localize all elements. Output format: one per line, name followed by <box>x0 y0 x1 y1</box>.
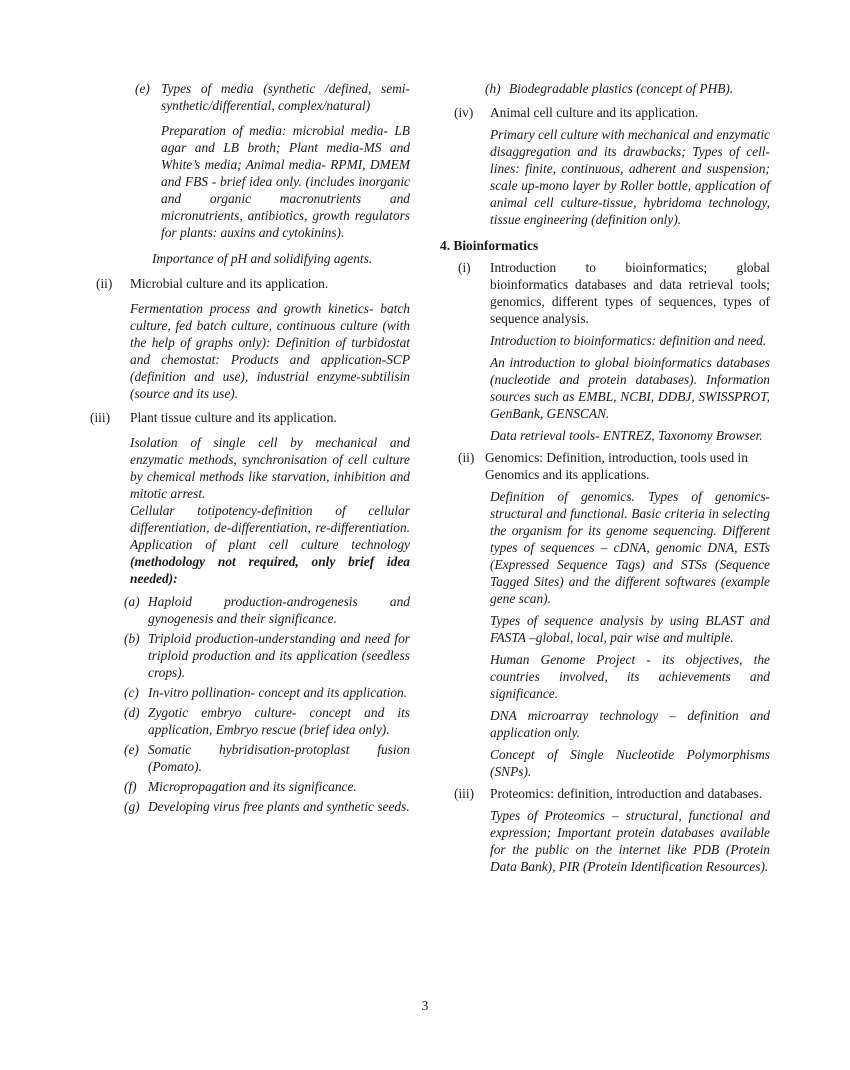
media-preparation: Preparation of media: microbial media- LB agar and LB broth; Plant media-MS and White’s media; Animal media- RPMI, DMEM and FBS - brief idea only. (includes inorganic and organic macronutrients and micronutrients, antibiotics, growth regulators for plants: auxins and cytokinins). <box>161 123 410 240</box>
genomics-title: Genomics: Definition, introduction, tools used in Genomics and its applications. <box>485 450 748 482</box>
item-number: (a) <box>124 594 140 609</box>
animal-cell-culture-title: Animal cell culture and its application. <box>490 105 699 120</box>
item-number: (iii) <box>454 786 475 801</box>
item-number: (i) <box>458 260 471 275</box>
bioinformatics-databases: An introduction to global bioinformatics databases (nucleotide and protein databases). Information sources such as EMBL, NCBI, DDBJ, SWISSPROT, GenBank, GENSCAN. <box>490 355 770 421</box>
bioinformatics-intro-item <box>458 259 770 444</box>
bioplastics-item <box>485 80 770 97</box>
list-item-text: Somatic hybridisation-protoplast fusion (Pomato). <box>148 742 410 774</box>
right-column <box>440 80 770 875</box>
item-number: (e) <box>135 81 150 96</box>
snp-concept: Concept of Single Nucleotide Polymorphisms (SNPs). <box>490 747 770 779</box>
plant-tissue-culture-item <box>90 409 410 587</box>
bioplastics-text: Biodegradable plastics (concept of PHB). <box>509 81 734 96</box>
sequence-analysis: Types of sequence analysis by using BLAST and FASTA –global, local, pair wise and multiple. <box>490 613 770 645</box>
list-item-text: Developing virus free plants and synthetic seeds. <box>148 799 410 814</box>
item-number: (g) <box>124 799 140 814</box>
list-item <box>90 684 410 701</box>
item-number: (h) <box>485 81 501 96</box>
genomics-title-wrap <box>485 449 770 483</box>
genomics-details <box>490 488 770 780</box>
microbial-culture-body: Fermentation process and growth kinetics- batch culture, fed batch culture, continuous culture (with the help of graphs only): Definition of turbidostat and chemostat: Products and application-SCP (definition and use), industrial enzyme-subtilisin (source and its use). <box>130 301 410 401</box>
plant-tissue-culture-title: Plant tissue culture and its application. <box>130 410 337 425</box>
list-item-text: In-vitro pollination- concept and its application. <box>148 685 408 700</box>
item-number: (ii) <box>458 450 475 465</box>
bioinformatics-intro-title: Introduction to bioinformatics; global bioinformatics databases and data retrieval tools; genomics, different types of sequences, types of sequence analysis. <box>490 260 770 326</box>
genomics-item <box>458 449 770 483</box>
proteomics-body: Types of Proteomics – structural, functional and expression; Important protein databases available for the public on the internet like PDB (Protein Data Bank), PIR (Protein Identification Resources). <box>490 808 770 874</box>
item-number: (f) <box>124 779 137 794</box>
plant-tissue-body-1: Isolation of single cell by mechanical and enzymatic methods, synchronisation of cell culture by chemical methods like starvation, inhibition and mitotic arrest. <box>130 435 410 501</box>
microbial-culture-item <box>90 275 410 402</box>
list-item-text: Triploid production-understanding and need for triploid production and its application (seedless crops). <box>148 631 410 680</box>
microbial-culture-title: Microbial culture and its application. <box>130 276 329 291</box>
item-number: (d) <box>124 705 140 720</box>
dna-microarray: DNA microarray technology – definition and application only. <box>490 708 770 740</box>
list-item <box>90 798 410 815</box>
methodology-note: (methodology not required, only brief idea needed): <box>130 554 410 586</box>
media-types-title: Types of media (synthetic /defined, semi-synthetic/differential, complex/natural) <box>161 81 410 113</box>
animal-cell-culture-item <box>454 104 770 228</box>
page-number: 3 <box>421 998 429 1013</box>
proteomics-title: Proteomics: definition, introduction and databases. <box>490 786 763 801</box>
list-item-text: Micropropagation and its significance. <box>148 779 357 794</box>
plant-tissue-sub-list <box>90 593 410 815</box>
genomics-definition: Definition of genomics. Types of genomics- structural and functional. Basic criteria in selecting the organism for its genome sequencing. Different types of sequences – cDNA, genomic DNA, ESTs (Expressed Sequence Tags) and STSs (Sequence Tagged Sites) and the different softwares (example gene scan). <box>490 489 770 606</box>
animal-cell-culture-body: Primary cell culture with mechanical and enzymatic disaggregation and its drawbacks; Types of cell-lines: finite, continuous, adherent and suspension; scale up-mono layer by Roller bottle, application of animal cell culture-tissue, hybridoma technology, tissue engineering (definition only). <box>490 127 770 227</box>
section-heading-bioinformatics: 4. Bioinformatics <box>440 238 539 253</box>
proteomics-item <box>454 785 770 875</box>
plant-tissue-body-2: Cellular totipotency-definition of cellular differentiation, de-differentiation, re-differentiation. Application of plant cell culture technology (methodology not required, only brief idea needed): <box>130 503 410 586</box>
item-number: (iv) <box>454 105 474 120</box>
list-item <box>90 630 410 681</box>
list-item <box>90 593 410 627</box>
item-number: (b) <box>124 631 140 646</box>
data-retrieval-tools: Data retrieval tools- ENTREZ, Taxonomy Browser. <box>490 428 763 443</box>
item-number: (iii) <box>90 410 111 425</box>
list-item <box>90 741 410 775</box>
item-number: (e) <box>124 742 139 757</box>
list-item-text: Zygotic embryo culture- concept and its application, Embryo rescue (brief idea only). <box>148 705 410 737</box>
media-types-item <box>135 80 410 241</box>
left-column <box>90 80 410 815</box>
list-item <box>90 704 410 738</box>
item-number: (c) <box>124 685 139 700</box>
bioinformatics-definition: Introduction to bioinformatics: definition and need. <box>490 333 767 348</box>
item-number: (ii) <box>96 276 113 291</box>
list-item-text: Haploid production-androgenesis and gynogenesis and their significance. <box>148 594 410 626</box>
list-item <box>90 778 410 795</box>
ph-importance: Importance of pH and solidifying agents. <box>152 251 373 266</box>
human-genome-project: Human Genome Project - its objectives, the countries involved, its achievements and significance. <box>490 652 770 701</box>
